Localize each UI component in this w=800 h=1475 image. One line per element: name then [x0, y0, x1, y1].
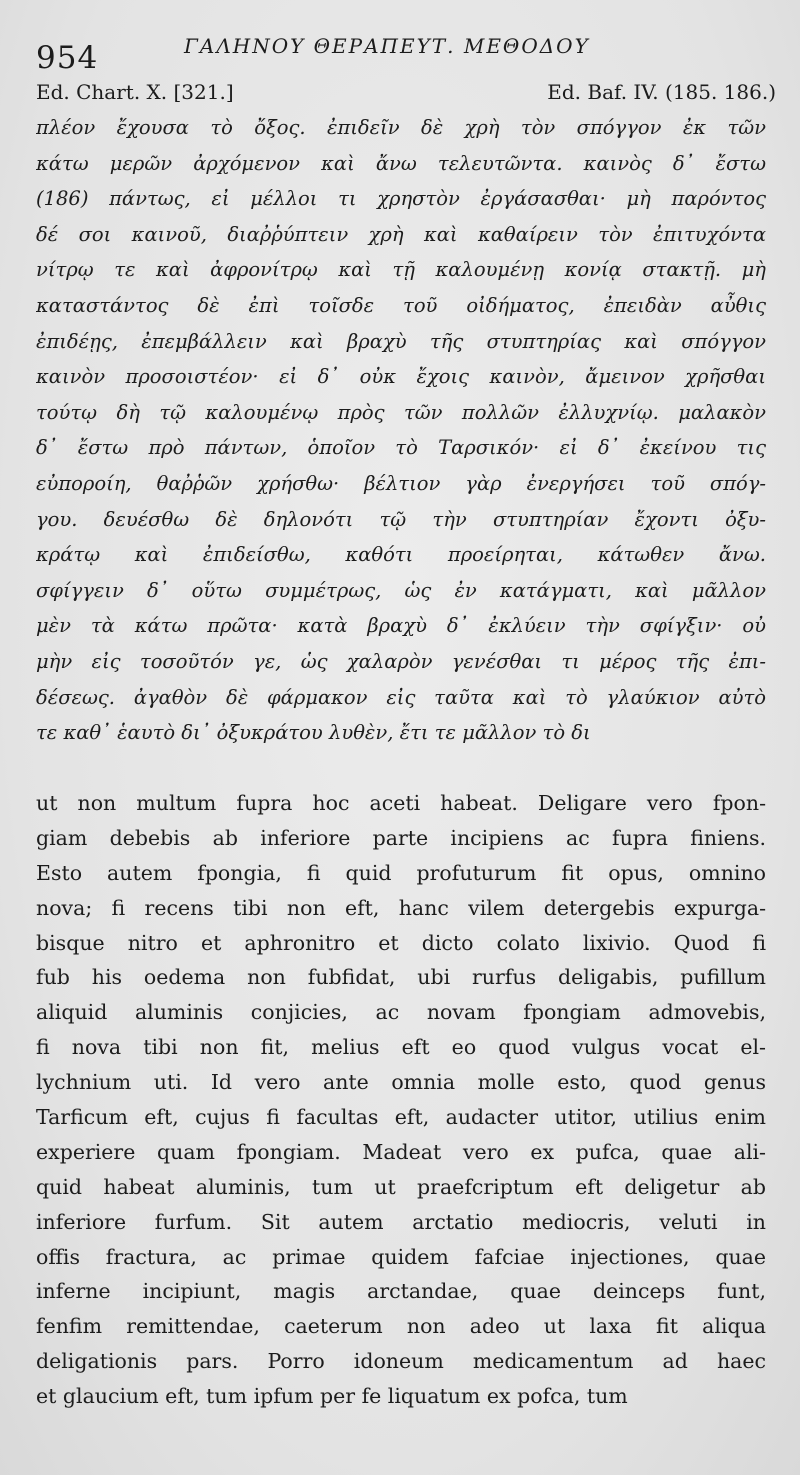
latin-text-line: experiere quam fpongiam. Madeat vero ex pufca, quae ali-: [36, 1139, 766, 1164]
greek-text-line: ἐπιδέῃς, ἐπεμβάλλειν καὶ βραχὺ τῆς στυπτηρίας καὶ σπόγγον: [36, 329, 766, 353]
edition-reference-chartier: Ed. Chart. X. [321.]: [36, 80, 234, 104]
greek-text-line: μὴν εἰς τοσοῦτόν γε, ὡς χαλαρὸν γενέσθαι τι μέρος τῆς ἐπι-: [36, 649, 766, 673]
greek-text-line: καταστάντος δὲ ἐπὶ τοῖσδε τοῦ οἰδήματος, ἐπειδὰν αὖθις: [36, 293, 766, 317]
page-number: 954: [36, 40, 99, 76]
greek-text-line: δ᾽ ἔστω πρὸ πάντων, ὁποῖον τὸ Ταρσικόν· εἰ δ᾽ ἐκείνου τις: [36, 436, 766, 460]
greek-text-line: κάτω μερῶν ἀρχόμενον καὶ ἄνω τελευτῶντα. καινὸς δ᾽ ἔστω: [36, 151, 766, 175]
latin-text-line: nova; fi recens tibi non eft, hanc vilem detergebis expurga-: [36, 895, 766, 920]
latin-text-line: Esto autem fpongia, fi quid profuturum fit opus, omnino: [36, 860, 766, 885]
greek-text-line: δέσεως. ἀγαθὸν δὲ φάρμακον εἰς ταῦτα καὶ τὸ γλαύκιον αὐτὸ: [36, 685, 766, 709]
greek-text-block: [36, 110, 766, 751]
running-title: ΓΑΛΗΝΟΥ ΘΕΡΑΠΕΥΤ. ΜΕΘΟΔΟΥ: [184, 34, 590, 58]
greek-text-line: (186) πάντως, εἰ μέλλοι τι χρηστὸν ἐργάσασθαι· μὴ παρόντος: [36, 187, 766, 211]
greek-text-line: κράτῳ καὶ ἐπιδείσθω, καθότι προείρηται, κάτωθεν ἄνω.: [36, 543, 766, 567]
running-head: [36, 32, 776, 78]
latin-text-line: bisque nitro et aphronitro et dicto colato lixivio. Quod fi: [36, 930, 766, 955]
greek-text-line: τε καθ᾽ ἑαυτὸ δι᾽ ὀξυκράτου λυθὲν, ἔτι τε μᾶλλον τὸ δι: [36, 721, 591, 745]
greek-text-line: πλέον ἔχουσα τὸ ὄξος. ἐπιδεῖν δὲ χρὴ τὸν σπόγγον ἐκ τῶν: [36, 116, 766, 139]
greek-text-line: εὐποροίη, θαῤῥῶν χρήσθω· βέλτιον γὰρ ἐνεργήσει τοῦ σπόγ-: [36, 471, 766, 495]
latin-text-line: giam debebis ab inferiore parte incipiens ac fupra finiens.: [36, 825, 766, 850]
edition-references: [36, 80, 776, 110]
latin-text-line: fenfim remittendae, caeterum non adeo ut laxa fit aliqua: [36, 1314, 766, 1339]
greek-text-line: γου. δευέσθω δὲ δηλονότι τῷ τὴν στυπτηρίαν ἔχοντι ὀξυ-: [36, 507, 766, 531]
greek-text-line: σφίγγειν δ᾽ οὕτω συμμέτρως, ὡς ἐν κατάγματι, καὶ μᾶλλον: [36, 578, 766, 602]
latin-text-line: inferne incipiunt, magis arctandae, quae deinceps funt,: [36, 1279, 766, 1304]
latin-text-line: aliquid aluminis conjicies, ac novam fpongiam admovebis,: [36, 1000, 766, 1025]
latin-text-block: [36, 786, 766, 1414]
latin-text-line: quid habeat aluminis, tum ut praefcriptum eft deligetur ab: [36, 1174, 766, 1199]
latin-text-line: deligationis pars. Porro idoneum medicamentum ad haec: [36, 1349, 766, 1374]
greek-text-line: νίτρῳ τε καὶ ἀφρονίτρῳ καὶ τῇ καλουμένῃ κονίᾳ στακτῇ. μὴ: [36, 258, 766, 282]
latin-text-line: fi nova tibi non fit, melius eft eo quod vulgus vocat el-: [36, 1035, 766, 1060]
latin-text-line: Tarficum eft, cujus fi facultas eft, audacter utitor, utilius enim: [36, 1105, 766, 1130]
greek-text-line: δέ σοι καινοῦ, διαῤῥύπτειν χρὴ καὶ καθαίρειν τὸν ἐπιτυχόντα: [36, 222, 766, 246]
latin-text-line: fub his oedema non fubfidat, ubi rurfus deligabis, pufillum: [36, 965, 766, 990]
latin-text-line: offis fractura, ac primae quidem fafciae injectiones, quae: [36, 1244, 766, 1269]
greek-text-line: καινὸν προσοιστέον· εἰ δ᾽ οὐκ ἔχοις καινὸν, ἄμεινον χρῆσθαι: [36, 365, 766, 389]
greek-text-line: τούτῳ δὴ τῷ καλουμένῳ πρὸς τῶν πολλῶν ἐλλυχνίῳ. μαλακὸν: [36, 400, 766, 424]
latin-text-line: et glaucium eft, tum ipfum per fe liquatum ex pofca, tum: [36, 1384, 628, 1409]
latin-text-line: inferiore furfum. Sit autem arctatio mediocris, veluti in: [36, 1209, 766, 1234]
greek-text-line: μὲν τὰ κάτω πρῶτα· κατὰ βραχὺ δ᾽ ἐκλύειν τὴν σφίγξιν· οὐ: [36, 614, 766, 638]
latin-text-line: lychnium uti. Id vero ante omnia molle esto, quod genus: [36, 1070, 766, 1095]
edition-reference-basel: Ed. Baf. IV. (185. 186.): [547, 80, 776, 104]
latin-text-line: ut non multum fupra hoc aceti habeat. Deligare vero fpon-: [36, 791, 766, 815]
